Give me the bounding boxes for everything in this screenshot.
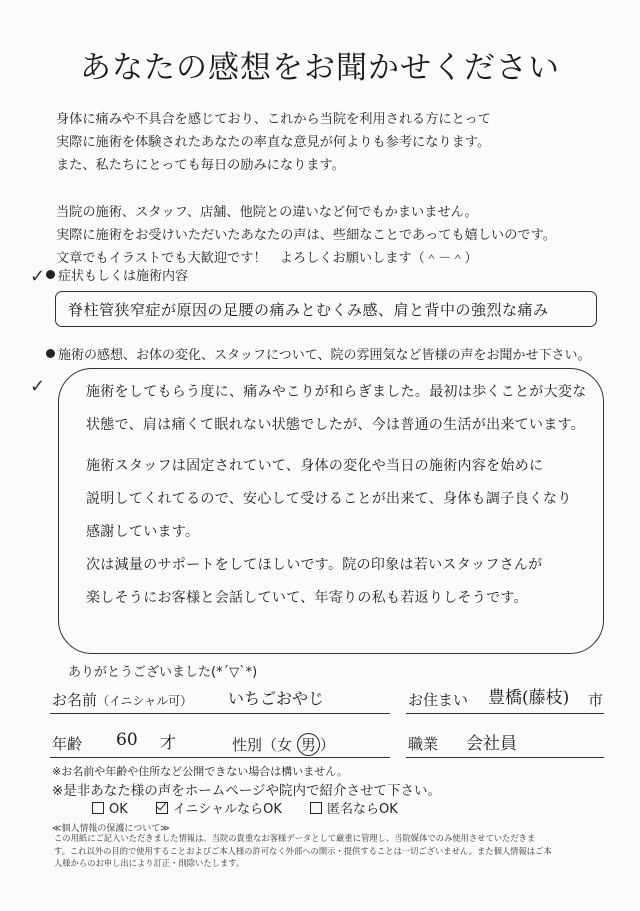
privacy-line: この用紙にご記入いただきました情報は、当院の貴重なお客様データとして厳重に管理し、当院媒体でのみ使用させていただきま — [54, 833, 536, 843]
name-label-group — [52, 689, 192, 710]
name-value[interactable]: いちごおやじ — [228, 689, 325, 708]
section1-label: 症状もしくは施術内容 — [58, 269, 189, 284]
gender-group — [232, 733, 335, 756]
age-underline — [50, 757, 390, 758]
intro-line: また、私たちにとっても毎日の励みになります。 — [56, 158, 345, 173]
option-ok-label: OK — [109, 802, 128, 817]
job-underline — [406, 757, 604, 758]
address-value[interactable]: 豊橋(藤枝) — [488, 688, 570, 708]
intro-line: 実際に施術をお受けいただいたあなたの声は、些細なことであっても嬉しいのです。 — [56, 228, 556, 243]
publish-options — [92, 798, 422, 817]
answer-line: 楽しそうにお客様と会話していて、年寄りの私も若返りしそうです。 — [86, 590, 528, 606]
gender-male-circled[interactable]: 男 — [297, 733, 320, 756]
thanks-message: ありがとうございました(*´▽`*) — [68, 665, 258, 680]
address-underline — [406, 713, 604, 714]
name-underline — [50, 713, 390, 714]
name-note: （イニシャル可） — [97, 694, 193, 708]
intro-line: 当院の施術、スタッフ、店舗、他院との違いなど何でもかまいません。 — [56, 205, 478, 220]
gender-female[interactable]: 女 — [277, 736, 293, 754]
check-mark-icon: ✓ — [30, 376, 46, 397]
bullet-icon — [46, 349, 55, 358]
privacy-text — [54, 832, 624, 870]
checkbox-checked-icon[interactable] — [156, 802, 168, 814]
job-value[interactable]: 会社員 — [466, 734, 517, 754]
privacy-line: 人様からのお申し出により訂正・削除いたします。 — [54, 858, 245, 868]
intro-text — [56, 108, 616, 270]
address-label: お住まい — [408, 691, 469, 709]
answer-line: 次は減量のサポートをしてほしいです。院の印象は若いスタッフさんが — [86, 557, 543, 573]
gender-label: 性別（ — [232, 736, 278, 754]
answer-line: 説明してくれてるので、安心して受けることが出来て、身体も調子良くなり — [86, 491, 572, 507]
job-label: 職業 — [408, 735, 439, 753]
section2-heading — [46, 344, 590, 363]
note-introduce: ※是非あなた様の声をホームページや院内で紹介させて下さい。 — [52, 783, 442, 799]
intro-line: 身体に痛みや不具合を感じており、これから当院を利用される方にとって — [56, 112, 491, 127]
address-suffix: 市 — [588, 691, 604, 709]
intro-line: 文章でもイラストでも大歓迎です！ よろしくお願いします（＾－＾） — [56, 251, 478, 266]
bullet-icon — [46, 270, 55, 279]
option-anonymous-label: 匿名ならOK — [327, 802, 398, 817]
name-label: お名前 — [52, 691, 98, 709]
option-initial-label: イニシャルならOK — [172, 802, 282, 817]
age-value[interactable]: 60 — [116, 730, 138, 750]
privacy-line: す。これ以外の目的で使用することおよびご本人様の許可なく外部への開示・提供することは一切ございません。また個人情報はご本 — [54, 845, 552, 856]
note-public: ※お名前や年齢や住所など公開できない場合は構いません。 — [52, 765, 348, 778]
answer-line: 感謝しています。 — [86, 524, 200, 540]
intro-line: 実際に施術を体験されたあなたの率直な意見が何よりも参考になります。 — [56, 135, 491, 150]
page-title: あなたの感想をお聞かせください — [80, 50, 560, 86]
option-ok[interactable] — [92, 802, 128, 817]
gender-close: ） — [319, 736, 335, 754]
answer-line: 施術をしてもらう度に、痛みやこりが和らぎました。最初は歩くことが大変な — [86, 384, 587, 400]
section1-heading — [46, 265, 188, 284]
answer-line: 状態で、肩は痛くて眠れない状態でしたが、今は普通の生活が出来ています。 — [86, 417, 586, 433]
age-label: 年齢 — [52, 735, 83, 753]
section2-label: 施術の感想、お体の変化、スタッフについて、院の雰囲気など皆様の声をお聞かせ下さい。 — [58, 348, 591, 363]
answer-line: 施術スタッフは固定されていて、身体の変化や当日の施術内容を始めに — [86, 458, 544, 474]
option-anonymous-ok[interactable] — [310, 798, 398, 817]
impression-answer — [86, 376, 586, 615]
check-mark-icon: ✓ — [30, 266, 46, 287]
checkbox-icon[interactable] — [310, 802, 322, 814]
symptom-answer: 脊柱管狭窄症が原因の足腰の痛みとむくみ感、肩と背中の強烈な痛み — [68, 301, 549, 319]
option-initial-ok[interactable] — [156, 798, 282, 817]
privacy-title: ≪個人情報の保護について≫ — [52, 824, 170, 834]
age-suffix: 才 — [160, 733, 177, 752]
checkbox-icon[interactable] — [92, 802, 104, 814]
symptom-answer-box[interactable] — [55, 291, 597, 327]
